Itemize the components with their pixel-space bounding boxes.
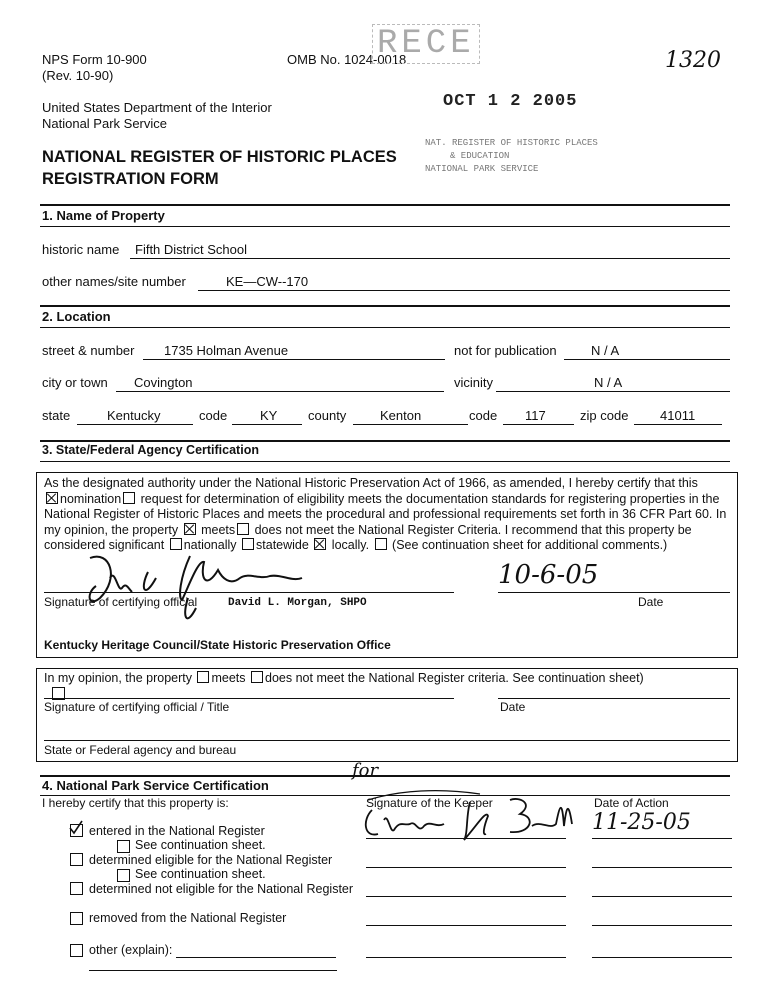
not-for-publication-label: not for publication (454, 343, 557, 358)
county-label: county (308, 408, 347, 423)
box2-not-meet-checkbox[interactable] (251, 671, 263, 683)
field-underline (77, 424, 193, 425)
county-code-label: code (469, 408, 498, 423)
divider (40, 226, 730, 227)
meets-checkbox[interactable] (184, 523, 196, 535)
divider (40, 775, 730, 777)
shpo-office: Kentucky Heritage Council/State Historic Preservation Office (44, 638, 391, 652)
other-explain-line (176, 957, 336, 958)
state-field[interactable]: Kentucky (107, 408, 161, 423)
agency: National Park Service (42, 116, 167, 131)
section2-heading: 2. Location (42, 309, 111, 324)
zip-label: zip code (580, 408, 629, 423)
date-line (498, 592, 730, 593)
cert-line-4 (44, 523, 734, 539)
stamp-received-text: RECE (372, 24, 480, 64)
city-label: city or town (42, 375, 108, 390)
cert-line-1: As the designated authority under the National Historic Preservation Act of 1966, as amended, I hereby certify that this (44, 476, 698, 490)
form-title: NATIONAL REGISTER OF HISTORIC PLACES (42, 148, 397, 166)
state-code-label: code (199, 408, 228, 423)
other-names-label: other names/site number (42, 274, 186, 289)
vicinity-label: vicinity (454, 375, 494, 390)
locally-label: locally. (331, 538, 370, 552)
field-underline (353, 424, 468, 425)
eligible-checkbox[interactable] (70, 853, 83, 866)
continuation-label: (See continuation sheet for additional comments.) (392, 538, 668, 552)
certifying-official-signature (70, 548, 310, 628)
stamp-date: OCT 1 2 2005 (443, 92, 578, 111)
other-explain-line-2 (89, 970, 337, 971)
cert-line-2-text: request for determination of eligibility meets the documentation standards for registering properties in the (140, 491, 720, 506)
divider (40, 305, 730, 307)
stamp-line3: NATIONAL PARK SERVICE (425, 164, 539, 174)
field-underline (496, 391, 730, 392)
agency-line (44, 740, 730, 741)
check-mark-icon (68, 820, 84, 836)
agency-bureau-label: State or Federal agency and bureau (44, 743, 237, 757)
state-label: state (42, 408, 71, 423)
cert-line-2 (44, 492, 734, 508)
signature-date-handwritten: 10-6-05 (498, 560, 599, 590)
field-underline (564, 359, 730, 360)
action-date-line-4 (592, 925, 732, 926)
for-handwritten: for (352, 760, 379, 781)
department: United States Department of the Interior (42, 100, 272, 115)
keeper-line-5 (366, 957, 566, 958)
form-number: NPS Form 10-900 (42, 52, 147, 67)
does-not-meet-checkbox[interactable] (237, 523, 249, 535)
cert-line-4-text-b: does not meet the National Register Criteria. I recommend that this property be (254, 522, 692, 537)
request-checkbox[interactable] (123, 492, 135, 504)
field-underline (198, 290, 730, 291)
other-names-field[interactable]: KE—CW--170 (226, 274, 309, 289)
certify-statement: I hereby certify that this property is: (42, 796, 229, 810)
keeper-line-1 (366, 838, 566, 839)
street-label: street & number (42, 343, 135, 358)
statewide-label: statewide (256, 538, 309, 552)
county-code-field[interactable]: 117 (525, 408, 546, 423)
certification-text (44, 476, 734, 554)
removed-checkbox[interactable] (70, 912, 83, 925)
keeper-signature (360, 790, 580, 850)
section4-heading: 4. National Park Service Certification (42, 778, 269, 793)
see-continuation-checkbox-2[interactable] (117, 869, 130, 882)
signatory-name: David L. Morgan, SHPO (228, 597, 367, 609)
omb-number: OMB No. 1024-0018 (287, 52, 407, 67)
option-entered: entered in the National Register (89, 824, 265, 838)
signature-line (44, 592, 454, 593)
divider (40, 440, 730, 442)
city-field[interactable]: Covington (134, 375, 193, 390)
form-subtitle: REGISTRATION FORM (42, 170, 219, 188)
significant-label: considered significant (44, 538, 165, 552)
divider (40, 327, 730, 328)
historic-name-field[interactable]: Fifth District School (135, 242, 247, 257)
option-eligible: determined eligible for the National Register (89, 853, 333, 867)
see-continuation-2: See continuation sheet. (135, 867, 266, 881)
meets-label: meets (201, 522, 236, 537)
not-eligible-checkbox[interactable] (70, 882, 83, 895)
date-label: Date (638, 595, 664, 609)
action-date-line-3 (592, 896, 732, 897)
stamp-line1: NAT. REGISTER OF HISTORIC PLACES (425, 138, 598, 148)
keeper-line-3 (366, 896, 566, 897)
nationally-label: nationally (183, 538, 237, 552)
field-underline (634, 424, 722, 425)
see-continuation-1: See continuation sheet. (135, 838, 266, 852)
section3-heading: 3. State/Federal Agency Certification (42, 443, 259, 457)
field-underline (143, 359, 445, 360)
keeper-signature-label: Signature of the Keeper (366, 796, 493, 810)
state-code-field[interactable]: KY (260, 408, 278, 423)
stamp-line2: & EDUCATION (450, 151, 510, 161)
option-not-eligible: determined not eligible for the National Register (89, 882, 354, 896)
not-for-publication-field[interactable]: N / A (591, 343, 620, 358)
date-of-action-label: Date of Action (594, 796, 669, 810)
signature-label: Signature of certifying official (44, 595, 198, 609)
action-date-line-2 (592, 867, 732, 868)
agency-opinion-line (44, 671, 644, 685)
nomination-checkbox[interactable] (46, 492, 58, 504)
divider (40, 461, 730, 462)
cert-line-3: National Register of Historic Places and meets the procedural and professional requirements set forth in 36 CFR Part 60. In (44, 507, 727, 521)
cert-line-4-text-a: my opinion, the property (44, 522, 179, 537)
box2-rest-label: does not meet the National Register criteria. See continuation sheet) (265, 671, 644, 685)
vicinity-field[interactable]: N / A (594, 375, 623, 390)
handwritten-number: 1320 (665, 48, 721, 73)
county-field[interactable]: Kenton (380, 408, 422, 423)
divider (40, 204, 730, 206)
field-underline (116, 391, 444, 392)
field-underline (503, 424, 574, 425)
continuation-checkbox[interactable] (375, 538, 387, 550)
field-underline (232, 424, 302, 425)
option-other: other (explain): (89, 943, 173, 957)
keeper-line-4 (366, 925, 566, 926)
box2-meets-label: meets (211, 671, 246, 685)
nomination-label: nomination (60, 491, 122, 506)
box2-meets-checkbox[interactable] (197, 671, 209, 683)
locally-checkbox[interactable] (314, 538, 326, 550)
opinion-label: In my opinion, the property (44, 671, 192, 685)
historic-name-label: historic name (42, 242, 120, 257)
form-revision: (Rev. 10-90) (42, 68, 114, 83)
other-checkbox[interactable] (70, 944, 83, 957)
see-continuation-checkbox-1[interactable] (117, 840, 130, 853)
action-date-line-5 (592, 957, 732, 958)
box2-date-label: Date (500, 700, 526, 714)
street-field[interactable]: 1735 Holman Avenue (164, 343, 289, 358)
option-removed: removed from the National Register (89, 911, 287, 925)
box2-signature-label: Signature of certifying official / Title (44, 700, 230, 714)
date-of-action-handwritten: 11-25-05 (592, 810, 691, 835)
signature-line (44, 698, 454, 699)
action-date-line-1 (592, 838, 732, 839)
field-underline (130, 258, 730, 259)
section1-heading: 1. Name of Property (42, 208, 165, 223)
keeper-line-2 (366, 867, 566, 868)
date-line (498, 698, 730, 699)
zip-field[interactable]: 41011 (660, 408, 696, 423)
